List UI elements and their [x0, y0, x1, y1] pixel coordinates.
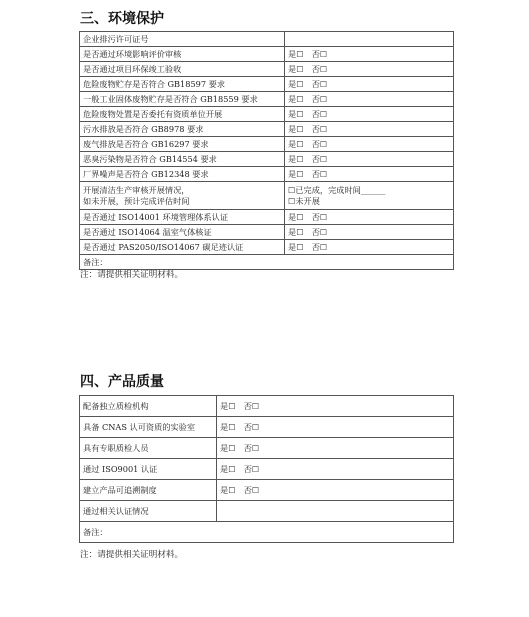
- yes-no-checkboxes[interactable]: 是☐ 否☐: [285, 225, 454, 240]
- yes-no-checkboxes[interactable]: 是☐ 否☐: [285, 92, 454, 107]
- table-row-clean-production: [80, 182, 454, 210]
- row-label: 危险废物贮存是否符合 GB18597 要求: [80, 77, 285, 92]
- table-row: [80, 137, 454, 152]
- remark-field[interactable]: 备注：: [80, 522, 454, 543]
- yes-no-checkboxes[interactable]: 是☐ 否☐: [217, 417, 454, 438]
- row-label: 是否通过 ISO14064 温室气体核证: [80, 225, 285, 240]
- quality-table: [79, 395, 454, 543]
- table-row: [80, 210, 454, 225]
- table-row: [80, 438, 454, 459]
- yes-no-checkboxes[interactable]: 是☐ 否☐: [285, 62, 454, 77]
- yes-no-checkboxes[interactable]: 是☐ 否☐: [285, 77, 454, 92]
- yes-no-checkboxes[interactable]: 是☐ 否☐: [217, 438, 454, 459]
- quality-note: 注：请提供相关证明材料。: [80, 550, 184, 560]
- row-label: 具有专职质检人员: [80, 438, 217, 459]
- row-label: 具备 CNAS 认可资质的实验室: [80, 417, 217, 438]
- label-line: 如未开展，预计完成评估时间: [83, 195, 190, 206]
- row-label: 是否通过环境影响评价审核: [80, 47, 285, 62]
- table-row: [80, 225, 454, 240]
- yes-no-checkboxes[interactable]: 是☐ 否☐: [285, 152, 454, 167]
- row-label: 恶臭污染物是否符合 GB14554 要求: [80, 152, 285, 167]
- yes-no-checkboxes[interactable]: 是☐ 否☐: [285, 137, 454, 152]
- row-label: 是否通过 PAS2050/ISO14067 碳足迹认证: [80, 240, 285, 255]
- row-label: 污水排放是否符合 GB8978 要求: [80, 122, 285, 137]
- row-label: 是否通过 ISO14001 环境管理体系认证: [80, 210, 285, 225]
- row-label: 配备独立质检机构: [80, 396, 217, 417]
- yes-no-checkboxes[interactable]: 是☐ 否☐: [217, 480, 454, 501]
- table-row-remark: [80, 522, 454, 543]
- table-row: [80, 152, 454, 167]
- row-label: 危险废物处置是否委托有资质单位开展: [80, 107, 285, 122]
- row-label: 通过相关认证情况: [80, 501, 217, 522]
- row-label: 通过 ISO9001 认证: [80, 459, 217, 480]
- environment-table: [79, 31, 454, 270]
- section-title-quality: 四、产品质量: [80, 374, 164, 390]
- row-label: 是否通过项目环保竣工验收: [80, 62, 285, 77]
- row-label: 建立产品可追溯制度: [80, 480, 217, 501]
- completion-options: [285, 182, 454, 210]
- yes-no-checkboxes[interactable]: 是☐ 否☐: [285, 47, 454, 62]
- label-line: 开展清洁生产审核开展情况，: [83, 184, 190, 195]
- table-row: [80, 240, 454, 255]
- row-label: 废气排放是否符合 GB16297 要求: [80, 137, 285, 152]
- yes-no-checkboxes[interactable]: 是☐ 否☐: [285, 210, 454, 225]
- table-row: [80, 62, 454, 77]
- row-label: 一般工业固体废物贮存是否符合 GB18559 要求: [80, 92, 285, 107]
- yes-no-checkboxes[interactable]: 是☐ 否☐: [217, 459, 454, 480]
- yes-no-checkboxes[interactable]: 是☐ 否☐: [217, 396, 454, 417]
- yes-no-checkboxes[interactable]: 是☐ 否☐: [285, 107, 454, 122]
- table-row: [80, 122, 454, 137]
- table-row: [80, 459, 454, 480]
- table-row: [80, 32, 454, 47]
- table-row: [80, 107, 454, 122]
- table-row: [80, 396, 454, 417]
- row-value[interactable]: [285, 32, 454, 47]
- yes-no-checkboxes[interactable]: 是☐ 否☐: [285, 122, 454, 137]
- table-row: [80, 417, 454, 438]
- yes-no-checkboxes[interactable]: 是☐ 否☐: [285, 240, 454, 255]
- table-row: [80, 92, 454, 107]
- yes-no-checkboxes[interactable]: 是☐ 否☐: [285, 167, 454, 182]
- completed-checkbox[interactable]: ☐已完成，完成时间______: [288, 184, 386, 195]
- table-row: [80, 501, 454, 522]
- table-row: [80, 77, 454, 92]
- environment-note: 注：请提供相关证明材料。: [80, 270, 184, 280]
- section-title-environment: 三、环境保护: [80, 11, 164, 27]
- table-row: [80, 47, 454, 62]
- row-label: 厂界噪声是否符合 GB12348 要求: [80, 167, 285, 182]
- row-label: 企业排污许可证号: [80, 32, 285, 47]
- not-started-checkbox[interactable]: ☐未开展: [288, 195, 320, 206]
- table-row: [80, 480, 454, 501]
- remark-field[interactable]: 备注：: [80, 255, 454, 270]
- certification-field[interactable]: [217, 501, 454, 522]
- row-label: [80, 182, 285, 210]
- table-row: [80, 167, 454, 182]
